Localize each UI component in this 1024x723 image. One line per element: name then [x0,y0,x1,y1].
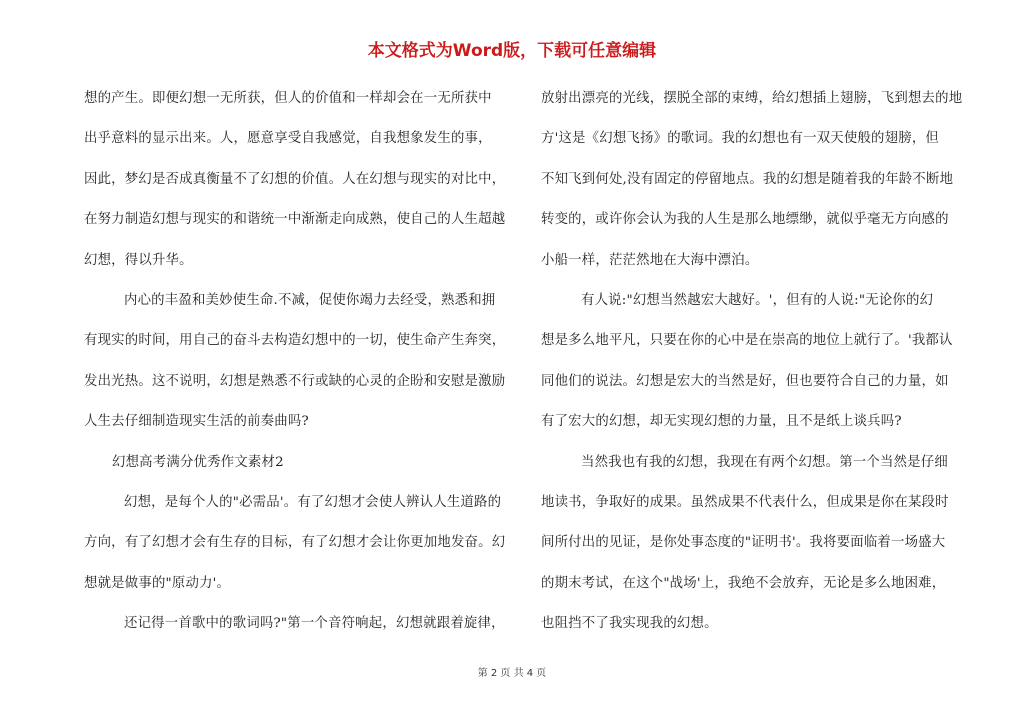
text-line: 的期末考试，在这个"战场'上，我绝不会放弃，无论是多么地困难， [541,575,946,591]
text-line: 方'这是《幻想飞扬》的歌词。我的幻想也有一双天使般的翅膀，但 [541,131,940,147]
text-line: 内心的丰盈和美妙使生命.不减，促使你竭力去经受，熟悉和拥 [124,292,496,308]
text-line: 出乎意料的显示出来。人，愿意享受自我感觉，自我想象发生的事， [84,131,492,147]
text-line: 发出光热。这不说明，幻想是熟悉不行或缺的心灵的企盼和安慰是激励 [84,373,506,389]
right-text-column [541,79,967,644]
text-line: 有现实的时间，用自己的奋斗去构造幻想中的一切，使生命产生奔突， [84,333,506,349]
text-line: 也阻挡不了我实现我的幻想。 [541,616,718,632]
download-banner: 本文格式为Word版，下载可任意编辑 [367,41,657,61]
text-line: 有了宏大的幻想，却无实现幻想的力量，且不是纸上谈兵吗? [541,414,902,430]
text-line: 想就是做事的"原动力'。 [84,575,231,591]
text-line: 人生去仔细制造现实生活的前奏曲吗? [84,414,309,430]
text-line: 幻想，得以升华。 [84,252,193,268]
left-text-column [84,79,510,644]
text-line: 因此，梦幻是否成真衡量不了幻想的价值。人在幻想与现实的对比中， [84,171,506,187]
text-line: 放射出漂亮的光线，摆脱全部的束缚，给幻想插上翅膀，飞到想去的地 [541,91,963,106]
text-line: 想的产生。即便幻想一无所获，但人的价值和一样却会在一无所获中 [84,91,492,106]
text-line: 想是多么地平凡，只要在你的心中是在崇高的地位上就行了。'我都认 [541,333,953,349]
page-number: 第 2 页 共 4 页 [477,668,547,679]
text-line: 小船一样，茫茫然地在大海中漂泊。 [541,252,759,268]
text-line: 有人说:"幻想当然越宏大越好。'，但有的人说:"无论你的幻 [581,292,934,308]
text-line: 方向，有了幻想才会有生存的目标，有了幻想才会让你更加地发奋。幻 [84,535,506,551]
text-line: 间所付出的见证，是你处事态度的"证明书'。我将要面临着一场盛大 [541,535,946,551]
text-line: 同他们的说法。幻想是宏大的当然是好，但也要符合自己的力量，如 [541,373,949,389]
text-line: 不知飞到何处,没有固定的停留地点。我的幻想是随着我的年龄不断地 [541,171,954,187]
text-line: 当然我也有我的幻想，我现在有两个幻想。第一个当然是仔细 [581,454,948,470]
text-line: 还记得一首歌中的歌词吗?"第一个音符响起，幻想就跟着旋律， [124,616,505,632]
section-heading: 幻想高考满分优秀作文素材2 [112,454,284,470]
text-line: 地读书，争取好的成果。虽然成果不代表什么，但成果是你在某段时 [541,494,949,510]
text-line: 在努力制造幻想与现实的和谐统一中渐渐走向成熟，使自己的人生超越 [84,212,506,228]
text-line: 转变的，或许你会认为我的人生是那么地缥缈，就似乎毫无方向感的 [541,212,949,228]
text-line: 幻想，是每个人的"必需品'。有了幻想才会使人辨认人生道路的 [124,494,502,510]
